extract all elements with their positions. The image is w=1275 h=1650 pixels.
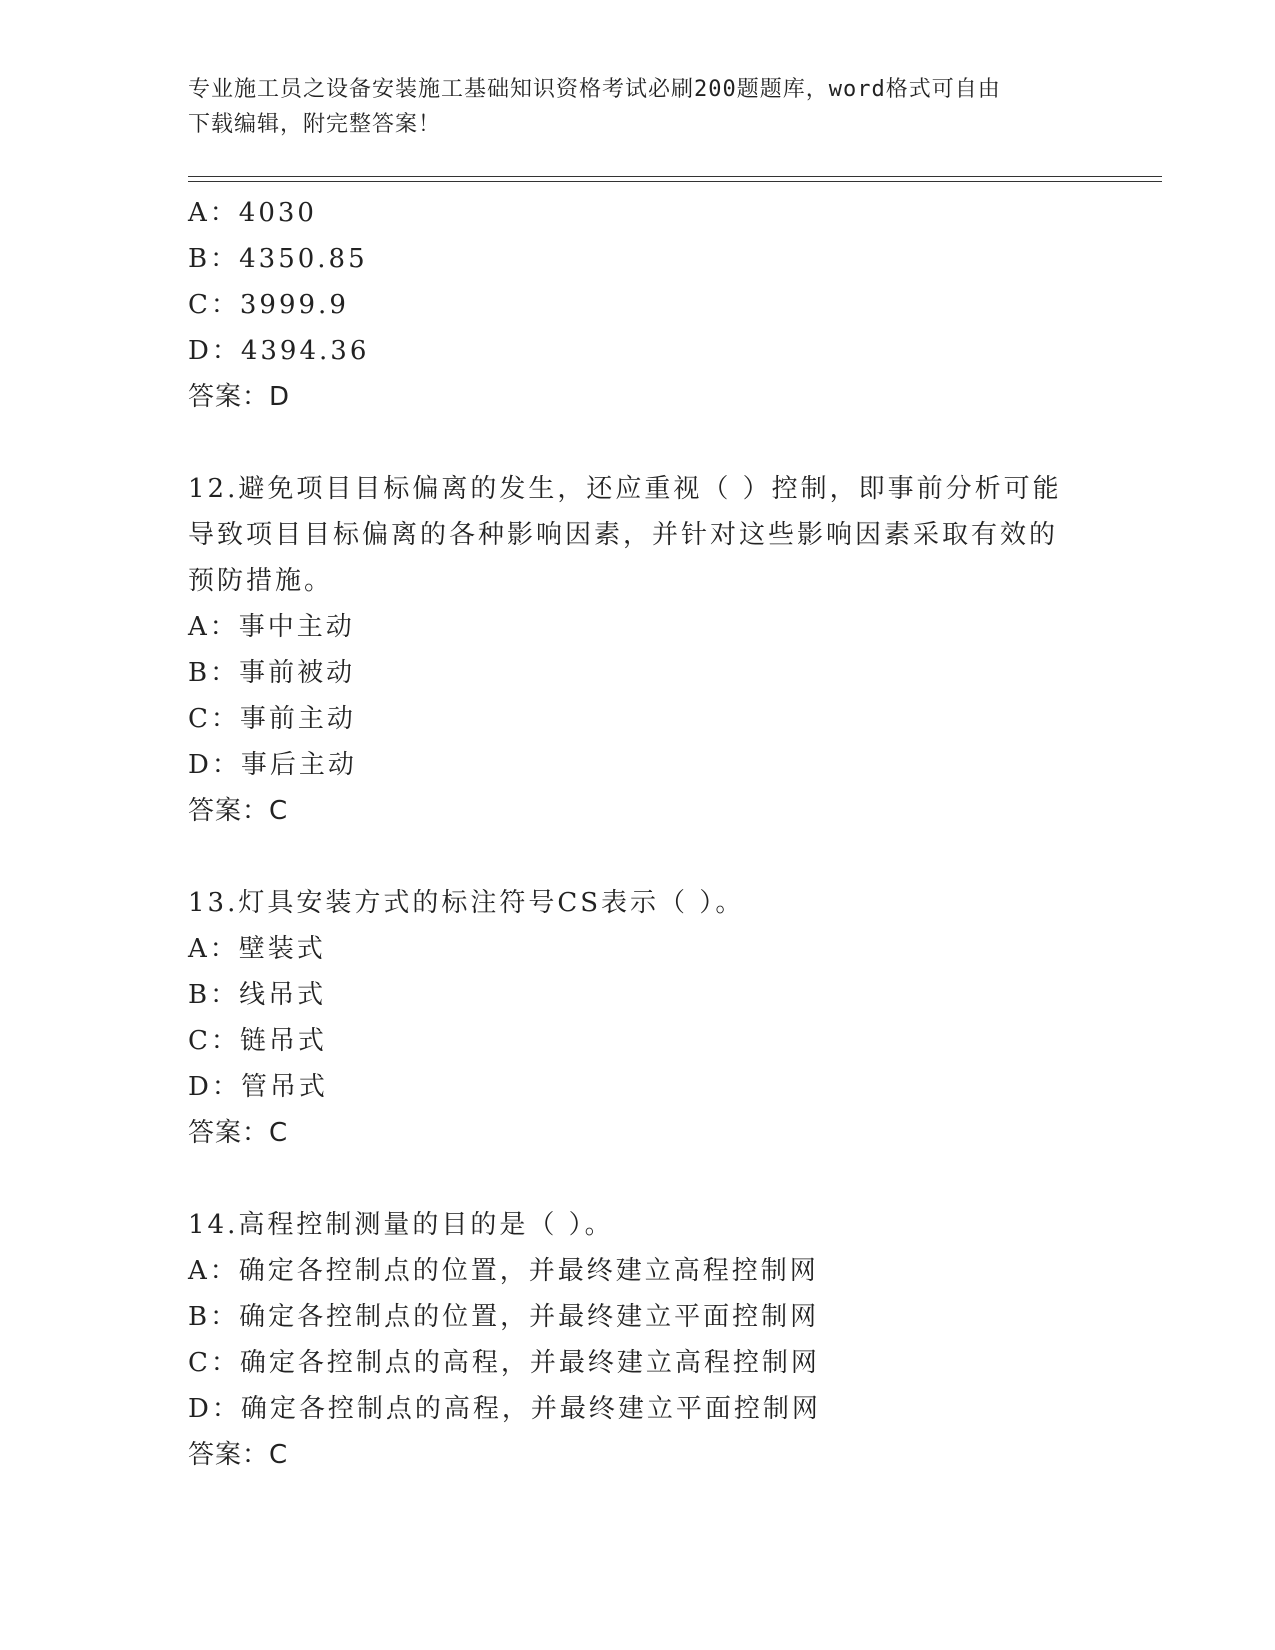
option-a: A：4030 (188, 198, 317, 228)
spacer (188, 420, 1088, 466)
option-c: C：确定各控制点的高程，并最终建立高程控制网 (188, 1348, 820, 1378)
answer-line: 答案：D (188, 382, 291, 412)
question-11 (188, 190, 1088, 420)
option-b: B：确定各控制点的位置，并最终建立平面控制网 (188, 1302, 820, 1332)
question-text: 12.避免项目目标偏离的发生，还应重视（ ）控制，即事前分析可能导致项目目标偏离的各种影响因素，并针对这些影响因素采取有效的预防措施。 (188, 474, 1062, 596)
option-d: D：事后主动 (188, 750, 357, 780)
option-c: C：事前主动 (188, 704, 356, 734)
answer-line: 答案：C (188, 796, 289, 826)
question-12 (188, 466, 1088, 834)
document-header (188, 72, 1068, 142)
option-d: D：4394.36 (188, 336, 370, 366)
answer-line: 答案：C (188, 1118, 289, 1148)
header-title-line1: 专业施工员之设备安装施工基础知识资格考试必刷200题题库，word格式可自由 (188, 77, 1001, 102)
option-a: A：事中主动 (188, 612, 355, 642)
option-d: D：管吊式 (188, 1072, 328, 1102)
spacer (188, 834, 1088, 880)
question-13 (188, 880, 1088, 1156)
option-b: B：线吊式 (188, 980, 327, 1010)
option-a: A：确定各控制点的位置，并最终建立高程控制网 (188, 1256, 819, 1286)
option-b: B：事前被动 (188, 658, 356, 688)
question-text: 13.灯具安装方式的标注符号CS表示（ ）。 (188, 888, 745, 918)
answer-line: 答案：C (188, 1440, 289, 1470)
option-c: C：3999.9 (188, 290, 349, 320)
spacer (188, 1156, 1088, 1202)
question-text: 14.高程控制测量的目的是（ ）。 (188, 1210, 614, 1240)
question-14 (188, 1202, 1088, 1478)
header-title-line2: 下载编辑，附完整答案！ (188, 112, 442, 137)
option-d: D：确定各控制点的高程，并最终建立平面控制网 (188, 1394, 821, 1424)
option-b: B：4350.85 (188, 244, 368, 274)
question-list (188, 190, 1088, 1478)
header-rule-bottom (188, 181, 1162, 182)
header-rule-top (188, 176, 1162, 177)
option-c: C：链吊式 (188, 1026, 327, 1056)
option-a: A：壁装式 (188, 934, 326, 964)
